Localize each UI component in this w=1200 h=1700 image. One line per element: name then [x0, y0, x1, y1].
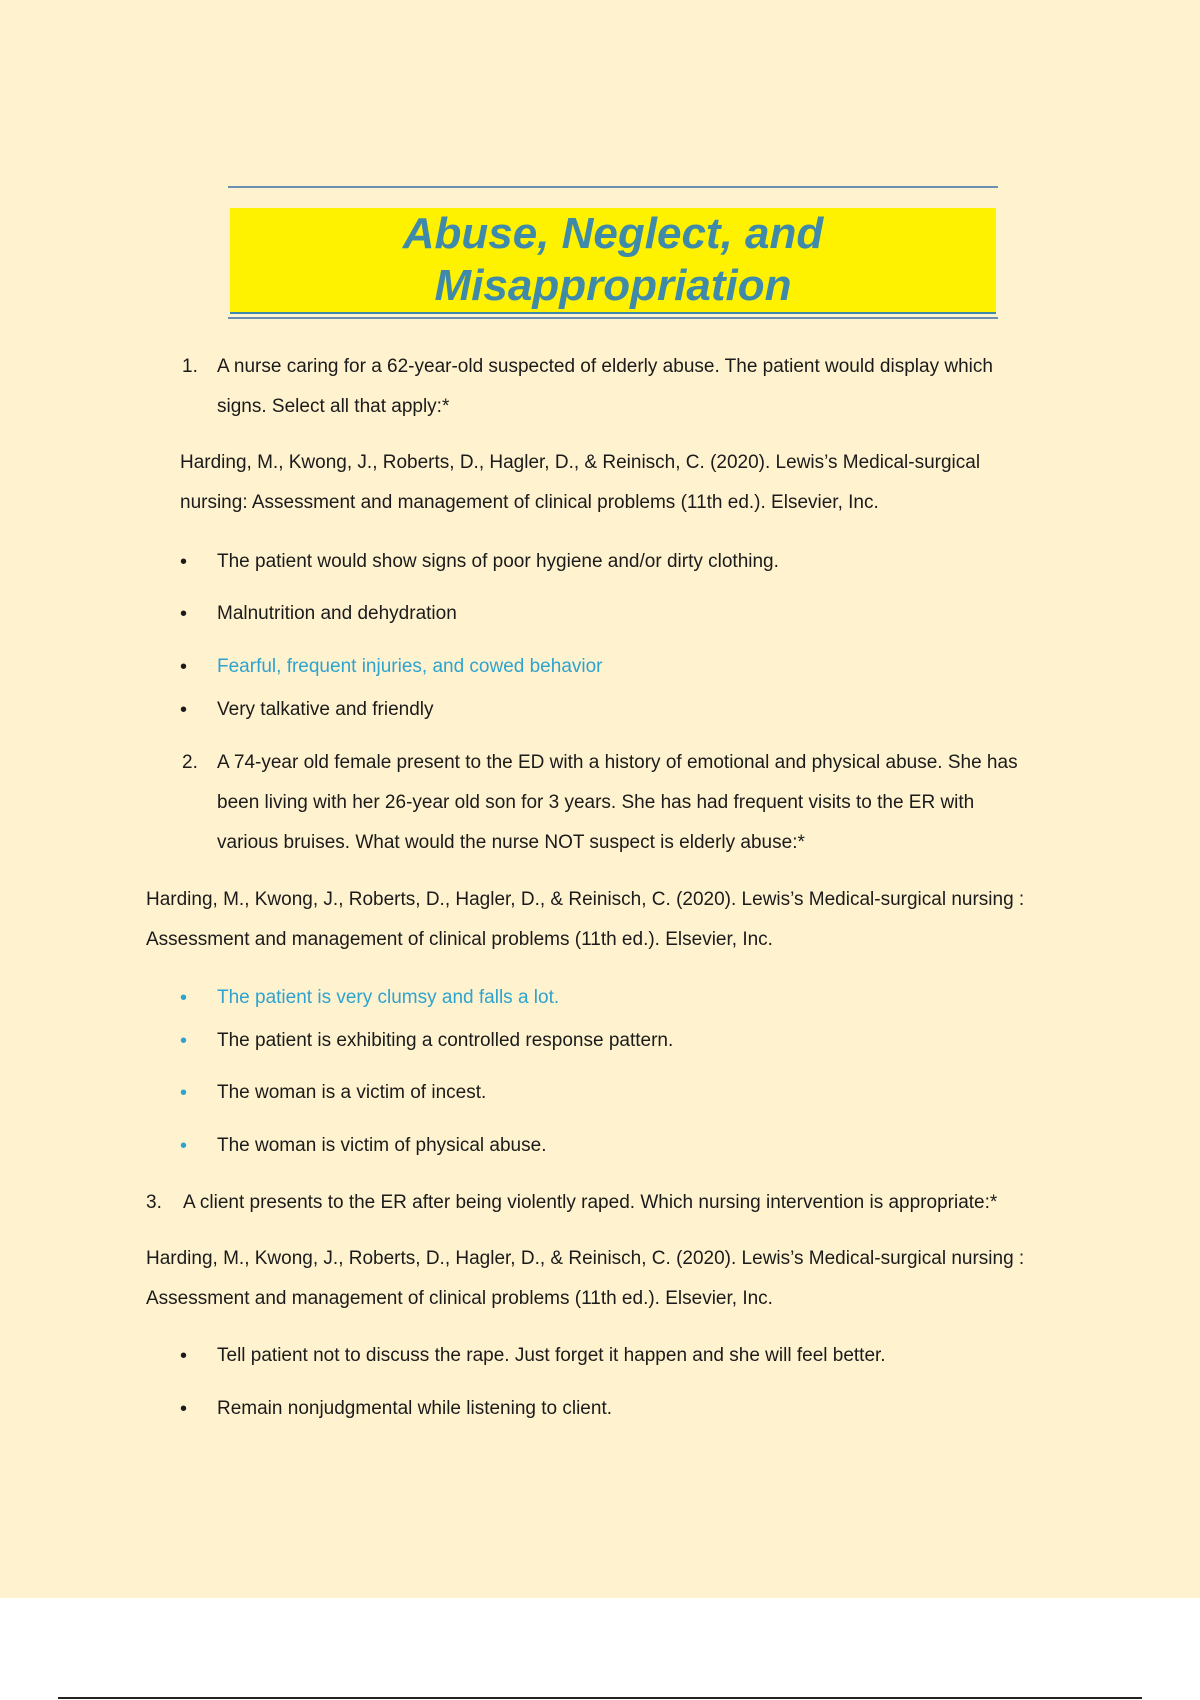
- question-1-option-4: Very talkative and friendly: [217, 699, 434, 720]
- question-1-option-3-highlighted-answer: Fearful, frequent injuries, and cowed behavior: [217, 656, 603, 677]
- bullet-icon: •: [180, 699, 188, 721]
- bullet-icon: •: [180, 603, 188, 625]
- question-2-line-1: A 74-year old female present to the ED with a history of emotional and physical abuse. She has: [217, 752, 1018, 773]
- question-2-option-4: The woman is victim of physical abuse.: [217, 1135, 547, 1156]
- page-title: Abuse, Neglect, and Misappropriation: [230, 208, 996, 314]
- question-2-line-3: various bruises. What would the nurse NOT suspect is elderly abuse:*: [217, 832, 805, 853]
- title-top-rule: [228, 186, 998, 188]
- bullet-icon: •: [180, 1030, 188, 1052]
- question-1-number: 1.: [182, 356, 198, 377]
- bullet-icon: •: [180, 1398, 188, 1420]
- question-2-line-2: been living with her 26-year old son for 3 years. She has had frequent visits to the ER with: [217, 792, 975, 813]
- bullet-icon: •: [180, 551, 188, 573]
- question-1-reference-line-1: Harding, M., Kwong, J., Roberts, D., Hagler, D., & Reinisch, C. (2020). Lewis’s Medical-surgical: [180, 452, 981, 473]
- question-1-line-2: signs. Select all that apply:*: [217, 396, 450, 417]
- title-block: [230, 208, 996, 314]
- question-3-reference-line-1: Harding, M., Kwong, J., Roberts, D., Hagler, D., & Reinisch, C. (2020). Lewis’s Medical-surgical nursing :: [146, 1248, 1025, 1269]
- question-3-reference-line-2: Assessment and management of clinical problems (11th ed.). Elsevier, Inc.: [146, 1288, 773, 1309]
- bullet-icon: •: [180, 987, 188, 1009]
- question-3-number: 3.: [146, 1192, 162, 1213]
- question-2-number: 2.: [182, 752, 198, 773]
- title-bottom-rule: [228, 317, 998, 319]
- bullet-icon: •: [180, 1345, 188, 1367]
- question-2-option-1-highlighted-answer: The patient is very clumsy and falls a lot.: [217, 987, 560, 1008]
- question-3-option-2: Remain nonjudgmental while listening to client.: [217, 1398, 613, 1419]
- question-2-option-3: The woman is a victim of incest.: [217, 1082, 487, 1103]
- question-3-option-1: Tell patient not to discuss the rape. Just forget it happen and she will feel better.: [217, 1345, 886, 1366]
- question-1-option-1: The patient would show signs of poor hygiene and/or dirty clothing.: [217, 551, 779, 572]
- question-1-option-2: Malnutrition and dehydration: [217, 603, 457, 624]
- question-3-line-1: A client presents to the ER after being violently raped. Which nursing intervention is appropriate:*: [183, 1192, 998, 1213]
- page-footer-rule: [58, 1697, 1142, 1699]
- question-2-option-2: The patient is exhibiting a controlled response pattern.: [217, 1030, 674, 1051]
- question-2-reference-line-1: Harding, M., Kwong, J., Roberts, D., Hagler, D., & Reinisch, C. (2020). Lewis’s Medical-surgical nursing :: [146, 889, 1025, 910]
- question-1-reference-line-2: nursing: Assessment and management of clinical problems (11th ed.). Elsevier, Inc.: [180, 492, 879, 513]
- bullet-icon: •: [180, 656, 188, 678]
- bullet-icon: •: [180, 1135, 188, 1157]
- question-2-reference-line-2: Assessment and management of clinical problems (11th ed.). Elsevier, Inc.: [146, 929, 773, 950]
- bullet-icon: •: [180, 1082, 188, 1104]
- question-1-line-1: A nurse caring for a 62-year-old suspected of elderly abuse. The patient would display which: [217, 356, 993, 377]
